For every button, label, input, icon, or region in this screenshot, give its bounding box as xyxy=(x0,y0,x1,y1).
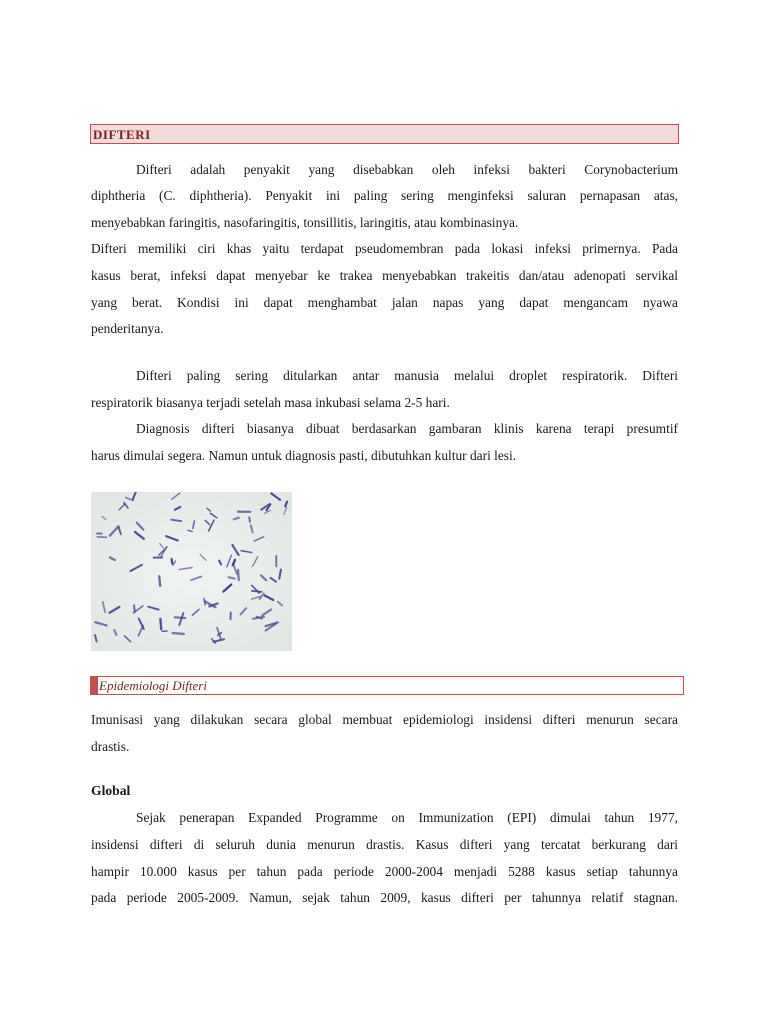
para6-line3: hampir 10.000 kasus per tahun pada periode 2000-2004 menjadi 5288 kasus setiap tahunnya xyxy=(91,864,678,879)
bacterium-rod xyxy=(172,559,173,564)
para5-line2: drastis. xyxy=(91,739,130,754)
global-heading: Global xyxy=(91,783,131,798)
para6-line1: Sejak penerapan Expanded Programme on Immunization (EPI) dimulai tahun 1977, xyxy=(136,810,678,825)
bacterium-rod xyxy=(229,577,235,578)
para4-line1: Diagnosis difteri biasanya dibuat berdasarkan gambaran klinis karena terapi presumtif xyxy=(136,421,678,436)
bacterium-rod xyxy=(97,537,106,538)
para3-line2: respiratorik biasanya terjadi setelah masa inkubasi selama 2-5 hari. xyxy=(91,395,450,410)
para6-line4: pada periode 2005-2009. Namun, sejak tahun 2009, kasus difteri per tahunnya relatif stagnan. xyxy=(91,890,678,905)
bacterium-rod xyxy=(173,633,184,634)
section-title: DIFTERI xyxy=(90,124,679,144)
bacterium-rod xyxy=(249,517,250,522)
bacterium-rod xyxy=(159,576,160,586)
para2-line4: penderitanya. xyxy=(91,321,164,336)
para6-line2: insidensi difteri di seluruh dunia menurun drastis. Kasus difteri yang tercatat berkurang dari xyxy=(91,837,678,852)
para4-line2: harus dimulai segera. Namun untuk diagnosis pasti, dibutuhkan kultur dari lesi. xyxy=(91,448,517,463)
para2-line3: yang berat. Kondisi ini dapat menghambat jalan napas yang dapat mengancam nyawa xyxy=(91,295,678,310)
bacterium-rod xyxy=(134,605,135,612)
para2-line2: kasus berat, infeksi dapat menyebar ke trakea menyebabkan trakeitis dan/atau adenopati servikal xyxy=(91,268,678,283)
para5-line1: Imunisasi yang dilakukan secara global membuat epidemiologi insidensi difteri menurun secara xyxy=(91,712,678,727)
bacterium-rod xyxy=(234,518,239,520)
heading-accent-bar xyxy=(91,677,98,694)
bacterium-rod xyxy=(175,617,186,618)
subsection-title-text: Epidemiologi Difteri xyxy=(99,678,207,693)
para1-line3: menyebabkan faringitis, nasofaringitis, tonsillitis, laringitis, atau kombinasinya. xyxy=(91,215,519,230)
subsection-title xyxy=(90,676,684,695)
para3-line1: Difteri paling sering ditularkan antar manusia melalui droplet respiratorik. Difteri xyxy=(136,368,678,383)
para2-line1: Difteri memiliki ciri khas yaitu terdapat pseudomembran pada lokasi infeksi primernya. Pada xyxy=(91,241,678,256)
bacteria-micrograph xyxy=(91,492,292,651)
bacterium-rod xyxy=(238,570,239,580)
para1-line1: Difteri adalah penyakit yang disebabkan oleh infeksi bakteri Corynobacterium xyxy=(136,162,678,177)
bacterium-rod xyxy=(160,619,161,629)
para1-line2: diphtheria (C. diphtheria). Penyakit ini paling sering menginfeksi saluran pernapasan atas, xyxy=(91,188,678,203)
micrograph-image xyxy=(91,492,292,651)
